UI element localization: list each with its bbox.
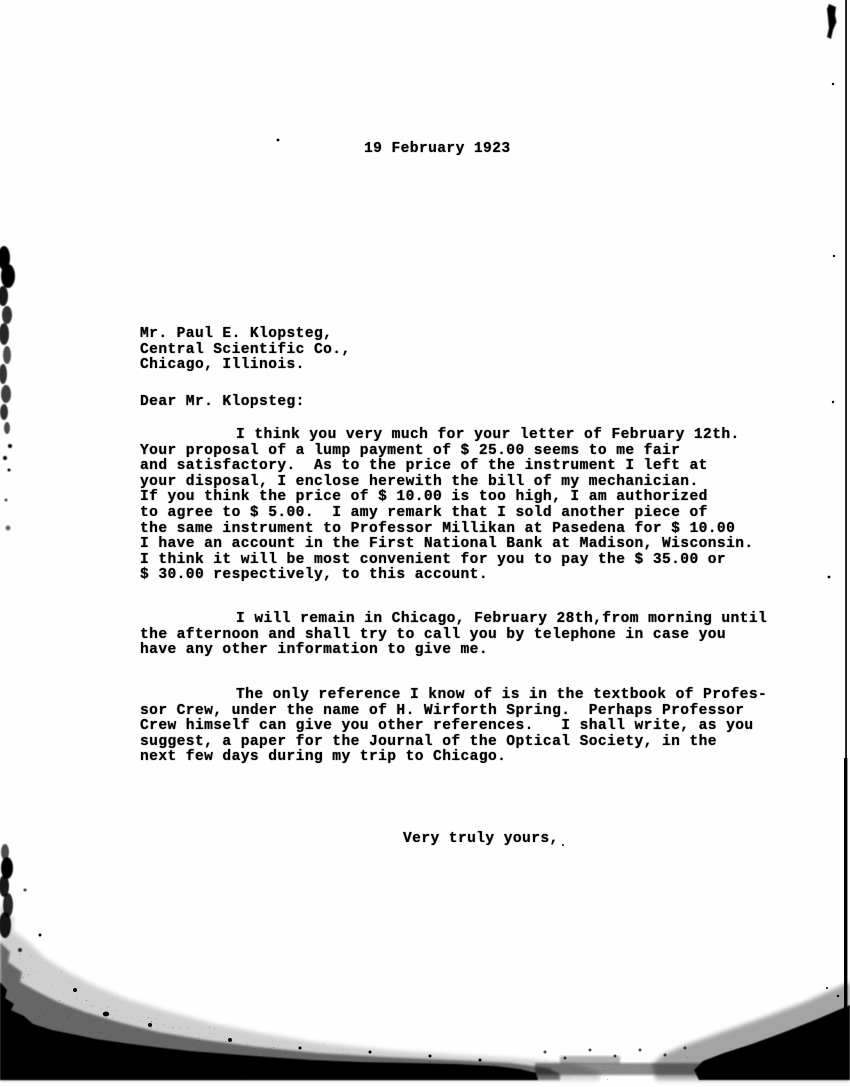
paragraph-line: I will remain in Chicago, February 28th,from morning until	[236, 611, 768, 627]
paragraph-line: I think it will be most convenient for you to pay the $ 35.00 or	[140, 551, 727, 568]
paragraph-line: suggest, a paper for the Journal of the Optical Society, in the	[140, 733, 717, 750]
recipient-address	[140, 327, 351, 374]
paragraph-line: sor Crew, under the name of H. Wirforth Spring. Perhaps Professor	[140, 702, 745, 719]
date-text: 19 February 1923	[364, 141, 511, 157]
address-line-3: Chicago, Illinois.	[140, 357, 305, 374]
paragraph-line: your disposal, I enclose herewith the bill of my mechanician.	[140, 473, 699, 490]
paragraph-line: I think you very much for your letter of February 12th.	[236, 427, 740, 443]
closing-text: Very truly yours,	[403, 831, 559, 847]
paragraph-line: have any other information to give me.	[140, 642, 488, 659]
salutation	[140, 395, 305, 411]
body-paragraph-3	[140, 688, 767, 766]
paragraph-line: next few days during my trip to Chicago.	[140, 749, 507, 766]
letter-date	[364, 142, 511, 158]
paragraph-line: I have an account in the First National Bank at Madison, Wisconsin.	[140, 536, 754, 553]
salutation-text: Dear Mr. Klopsteg:	[140, 394, 305, 410]
body-paragraph-2	[140, 612, 767, 659]
paragraph-line: to agree to $ 5.00. I amy remark that I sold another piece of	[140, 504, 708, 521]
paragraph-line: $ 30.00 respectively, to this account.	[140, 567, 488, 584]
closing-valediction	[403, 832, 559, 848]
address-line-2: Central Scientific Co.,	[140, 341, 351, 358]
paragraph-line: and satisfactory. As to the price of the instrument I left at	[140, 458, 708, 475]
paragraph-line: the same instrument to Professor Millikan at Pasedena for $ 10.00	[140, 520, 736, 537]
paragraph-line: the afternoon and shall try to call you by telephone in case you	[140, 626, 727, 643]
paragraph-line: Your proposal of a lump payment of $ 25.00 seems to me fair	[140, 442, 681, 459]
paragraph-line: Crew himself can give you other references. I shall write, as you	[140, 718, 754, 735]
address-line-1: Mr. Paul E. Klopsteg,	[140, 326, 333, 342]
paragraph-line: If you think the price of $ 10.00 is too high, I am authorized	[140, 489, 708, 506]
paragraph-line: The only reference I know of is in the textbook of Profes-	[236, 687, 768, 703]
body-paragraph-1	[140, 428, 754, 584]
